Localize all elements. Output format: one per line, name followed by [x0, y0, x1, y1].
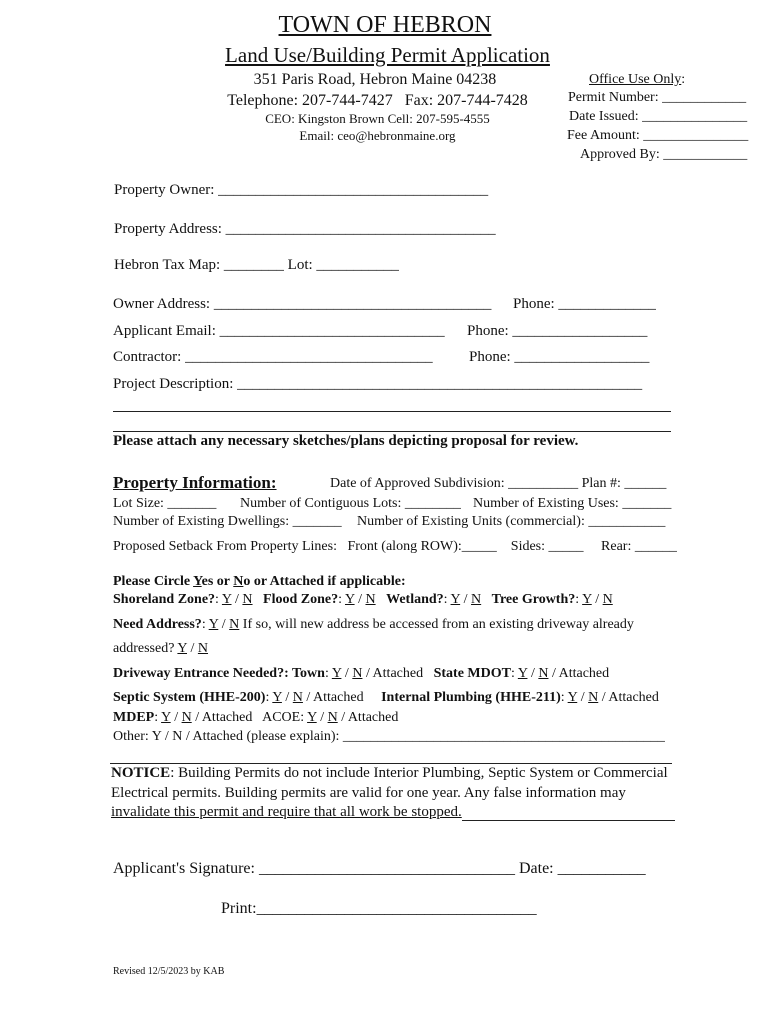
town-yes[interactable]: Y	[331, 666, 342, 681]
wetland-yes[interactable]: Y	[450, 592, 461, 607]
town-attached[interactable]: / Attached	[362, 666, 424, 681]
fee-amount-field[interactable]: Fee Amount: _______________	[567, 128, 749, 143]
notice-label: NOTICE	[111, 765, 171, 781]
need-address-row	[113, 617, 634, 633]
office-use-colon: :	[681, 72, 686, 87]
office-use-label: Office Use Only	[589, 72, 682, 87]
state-mdot-slash: /	[527, 666, 539, 681]
flood-no[interactable]: N	[365, 592, 376, 607]
property-owner-field[interactable]: Property Owner: ____________________________________	[114, 182, 489, 198]
acoe-yes[interactable]: Y	[307, 710, 317, 725]
need-address-label: Need Address?	[113, 617, 202, 632]
tax-map-lot-field[interactable]: Hebron Tax Map: ________ Lot: ___________	[114, 257, 399, 273]
mdep-slash: /	[170, 710, 182, 725]
tree-growth-no[interactable]: N	[602, 592, 613, 607]
form-title: Land Use/Building Permit Application	[225, 43, 550, 67]
notice-line-3: invalidate this permit and require that all work be stopped.	[111, 804, 462, 820]
state-mdot-no[interactable]: N	[538, 666, 549, 681]
internal-plumbing-slash: /	[577, 690, 589, 705]
notice-line-2: Electrical permits. Building permits are valid for one year. Any false information may	[111, 785, 626, 801]
contractor-phone-field[interactable]: Phone: __________________	[469, 349, 650, 365]
need-address-no[interactable]: N	[229, 617, 240, 632]
internal-plumbing-attached[interactable]: / Attached	[598, 690, 659, 705]
circle-instruction	[113, 574, 406, 590]
acoe-slash: /	[316, 710, 328, 725]
internal-plumbing-no[interactable]: N	[588, 690, 599, 705]
acoe-colon: :	[300, 710, 308, 725]
state-mdot-label: State MDOT	[433, 666, 511, 681]
tree-growth-yes[interactable]: Y	[582, 592, 592, 607]
ceo-contact: CEO: Kingston Brown Cell: 207-595-4555	[265, 111, 490, 126]
town-slash: /	[341, 666, 353, 681]
approved-by-field[interactable]: Approved By: ____________	[580, 147, 748, 162]
internal-plumbing-yes[interactable]: Y	[567, 690, 578, 705]
notice-trailing-line	[462, 820, 675, 821]
attach-note: Please attach any necessary sketches/plans depicting proposal for review.	[113, 433, 579, 449]
addressed-no[interactable]: N	[197, 641, 209, 656]
revised-note: Revised 12/5/2023 by KAB	[113, 966, 225, 977]
permit-number-field[interactable]: Permit Number: ____________	[568, 90, 747, 105]
septic-yes[interactable]: Y	[272, 690, 282, 705]
other-explain-line-2[interactable]	[110, 763, 672, 764]
flood-slash: /	[354, 592, 366, 607]
need-address-colon: :	[201, 617, 209, 632]
state-mdot-yes[interactable]: Y	[517, 666, 528, 681]
tree-growth-colon: :	[575, 592, 583, 607]
circle-instruction-y: Y	[193, 574, 202, 589]
circle-instruction-c: o or Attached if applicable:	[243, 574, 406, 589]
notice-line-1	[111, 765, 668, 782]
existing-units-field[interactable]: Number of Existing Units (commercial): ___________	[357, 514, 666, 529]
date-issued-field[interactable]: Date Issued: _______________	[569, 109, 748, 124]
existing-dwellings-field[interactable]: Number of Existing Dwellings: _______	[113, 514, 342, 529]
owner-address-field[interactable]: Owner Address: _____________________________________	[113, 296, 492, 312]
mdep-attached[interactable]: / Attached	[191, 710, 253, 725]
driveway-row	[113, 666, 609, 682]
wetland-label: Wetland?	[386, 592, 444, 607]
need-address-note: If so, will new address be accessed from an existing driveway already	[239, 617, 634, 632]
ceo-email: Email: ceo@hebronmaine.org	[299, 128, 456, 143]
flood-colon: :	[338, 592, 345, 607]
addressed-row	[113, 641, 208, 657]
contractor-field[interactable]: Contractor: _________________________________	[113, 349, 433, 365]
shoreland-slash: /	[231, 592, 243, 607]
town-colon: :	[324, 666, 332, 681]
owner-phone-field[interactable]: Phone: _____________	[513, 296, 656, 312]
acoe-label: ACOE	[262, 710, 301, 725]
internal-plumbing-colon: :	[560, 690, 568, 705]
setback-field[interactable]: Proposed Setback From Property Lines: Front (along ROW):_____ Sides: _____ Rear: ______	[113, 539, 677, 554]
property-address-field[interactable]: Property Address: ____________________________________	[114, 221, 496, 237]
state-mdot-colon: :	[510, 666, 518, 681]
need-address-yes[interactable]: Y	[208, 617, 219, 632]
flood-yes[interactable]: Y	[344, 592, 355, 607]
circle-instruction-b: es or	[201, 574, 234, 589]
town-address: 351 Paris Road, Hebron Maine 04238	[253, 71, 497, 88]
flood-zone-label: Flood Zone?	[263, 592, 339, 607]
circle-instruction-a: Please Circle	[113, 574, 194, 589]
town-title: TOWN OF HEBRON	[278, 12, 492, 38]
mdep-colon: :	[154, 710, 162, 725]
project-description-line-3[interactable]	[113, 431, 671, 432]
wetland-colon: :	[443, 592, 451, 607]
print-name-field[interactable]: Print:___________________________________	[221, 900, 537, 917]
state-mdot-attached[interactable]: / Attached	[548, 666, 610, 681]
septic-attached[interactable]: / Attached	[302, 690, 364, 705]
applicant-phone-field[interactable]: Phone: __________________	[467, 323, 648, 339]
acoe-no[interactable]: N	[327, 710, 338, 725]
mdep-no[interactable]: N	[181, 710, 192, 725]
town-label: Town	[292, 666, 325, 681]
applicant-email-field[interactable]: Applicant Email: ______________________________	[113, 323, 445, 339]
telephone-fax: Telephone: 207-744-7427 Fax: 207-744-7428	[227, 92, 528, 109]
addressed-yes[interactable]: Y	[177, 641, 187, 656]
shoreland-no[interactable]: N	[242, 592, 253, 607]
shoreland-yes[interactable]: Y	[221, 592, 232, 607]
need-address-slash: /	[218, 617, 230, 632]
mdep-label: MDEP	[113, 710, 155, 725]
tree-growth-slash: /	[591, 592, 603, 607]
septic-colon: :	[265, 690, 273, 705]
mdep-acoe-row	[113, 710, 398, 726]
notice-text-1: : Building Permits do not include Interior Plumbing, Septic System or Commercial	[170, 765, 668, 781]
shoreland-zone-label: Shoreland Zone?	[113, 592, 216, 607]
circle-instruction-n: N	[233, 574, 244, 589]
internal-plumbing-label: Internal Plumbing (HHE-211)	[381, 690, 561, 705]
septic-slash: /	[281, 690, 293, 705]
town-no[interactable]: N	[352, 666, 363, 681]
lot-size-field[interactable]: Lot Size: _______	[113, 496, 217, 511]
driveway-label: Driveway Entrance Needed?:	[113, 666, 292, 681]
applicant-signature-field[interactable]: Applicant's Signature: ________________________________ Date: ___________	[113, 860, 646, 877]
septic-plumbing-row	[113, 690, 659, 706]
wetland-no[interactable]: N	[471, 592, 482, 607]
mdep-yes[interactable]: Y	[161, 710, 171, 725]
shoreland-colon: :	[215, 592, 222, 607]
zone-questions-row	[113, 592, 613, 608]
septic-no[interactable]: N	[292, 690, 303, 705]
acoe-attached[interactable]: / Attached	[337, 710, 399, 725]
addressed-slash: /	[187, 641, 198, 656]
property-info-heading: Property Information:	[113, 473, 277, 492]
wetland-slash: /	[460, 592, 472, 607]
project-description-line-2[interactable]	[113, 411, 671, 412]
existing-uses-field[interactable]: Number of Existing Uses: _______	[473, 496, 672, 511]
subdivision-plan-field[interactable]: Date of Approved Subdivision: __________ Plan #: ______	[330, 476, 667, 491]
contiguous-lots-field[interactable]: Number of Contiguous Lots: ________	[240, 496, 461, 511]
tree-growth-label: Tree Growth?	[491, 592, 576, 607]
project-description-field[interactable]: Project Description: ______________________________________________________	[113, 376, 643, 392]
septic-label: Septic System (HHE-200)	[113, 690, 266, 705]
addressed-label: addressed?	[113, 641, 178, 656]
other-explain-field[interactable]: Other: Y / N / Attached (please explain): ______________________________________________	[113, 729, 665, 744]
office-use-title	[589, 72, 685, 88]
